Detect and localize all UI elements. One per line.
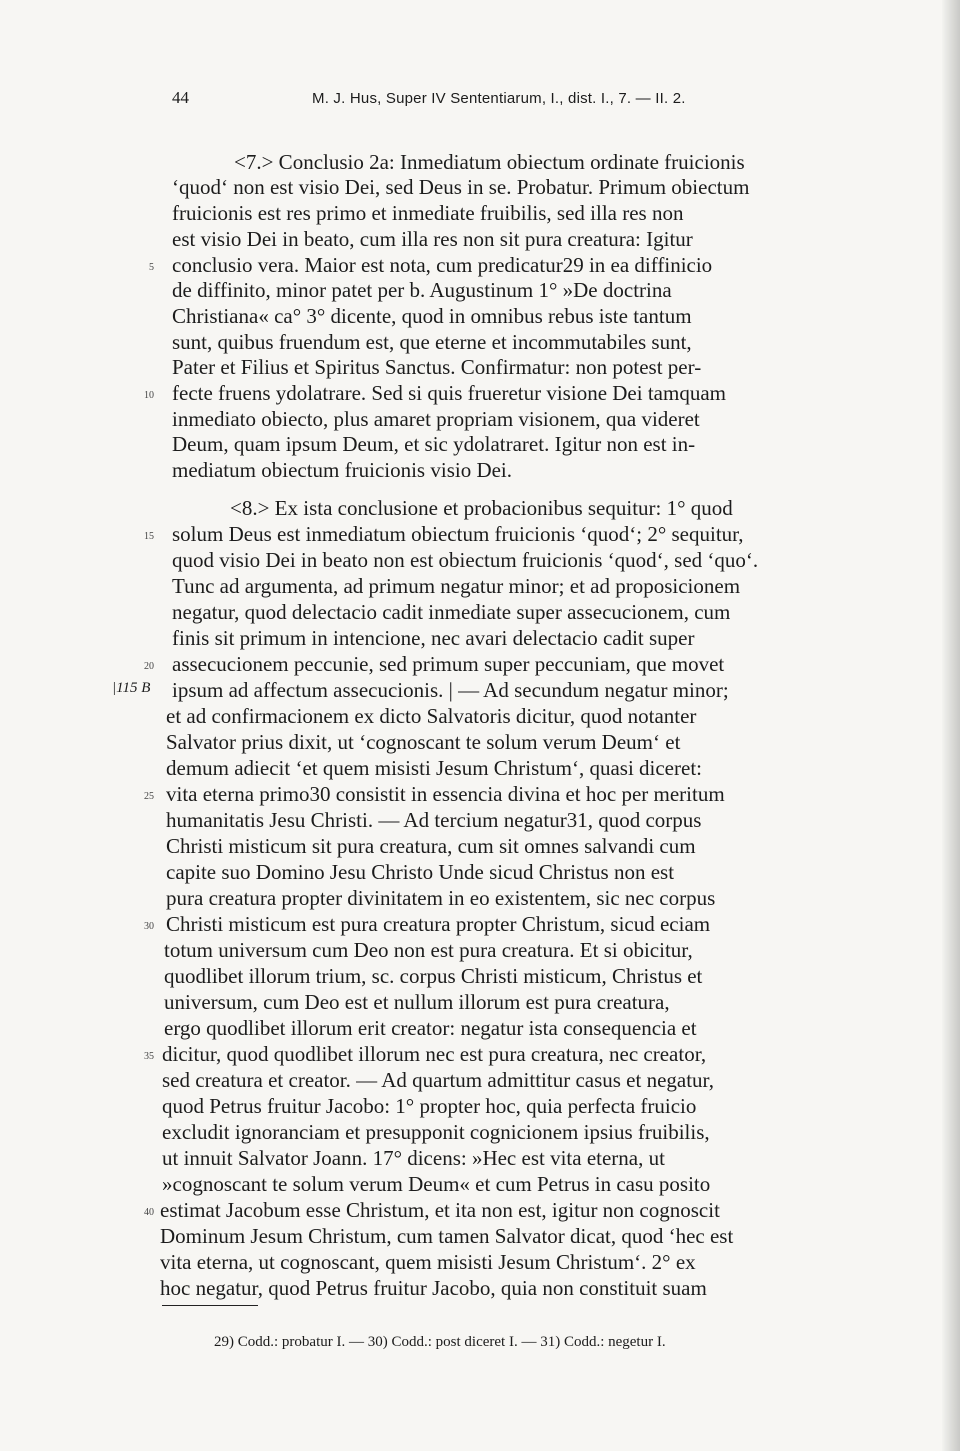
- body-line: ergo quodlibet illorum erit creator: negatur ista consequencia et: [164, 1016, 697, 1040]
- body-line: Christi misticum sit pura creatura, cum sit omnes salvandi cum: [166, 834, 696, 858]
- body-line: vita eterna primo30 consistit in essencia divina et hoc per meritum: [166, 782, 725, 806]
- body-line: conclusio vera. Maior est nota, cum predicatur29 in ea diffinicio: [172, 253, 713, 277]
- line-number-25: 25: [144, 791, 154, 802]
- body-line: sunt, quibus fruendum est, que eterne et incommutabiles sunt,: [172, 330, 692, 354]
- page-edge-shadow: [942, 0, 960, 1451]
- line-number-40: 40: [144, 1207, 154, 1218]
- body-line: assecucionem peccunie, sed primum super peccuniam, que movet: [172, 652, 725, 676]
- body-line: et ad confirmacionem ex dicto Salvatoris dicitur, quod notanter: [166, 704, 697, 728]
- body-line: Dominum Jesum Christum, cum tamen Salvator dicat, quod ‘hec est: [160, 1224, 734, 1248]
- body-line: <8.> Ex ista conclusione et probacionibus sequitur: 1° quod: [230, 496, 733, 520]
- body-line: de diffinito, minor patet per b. Augustinum 1° »De doctrina: [172, 278, 672, 302]
- page-number: 44: [172, 88, 189, 107]
- body-line: sed creatura et creator. — Ad quartum admittitur casus et negatur,: [162, 1068, 714, 1092]
- body-line: mediatum obiectum fruicionis visio Dei.: [172, 458, 513, 482]
- body-line: negatur, quod delectacio cadit inmediate super assecucionem, cum: [172, 600, 731, 624]
- body-line: excludit ignoranciam et presupponit cognicionem ipsius fruibilis,: [162, 1120, 710, 1144]
- body-line: hoc negatur, quod Petrus fruitur Jacobo, quia non constituit suam: [160, 1276, 707, 1300]
- body-line: inmediato obiecto, plus amaret propriam visionem, qua videret: [172, 407, 700, 431]
- body-line: finis sit primum in intencione, nec avari delectacio cadit super: [172, 626, 695, 650]
- body-line: Pater et Filius et Spiritus Sanctus. Confirmatur: non potest per-: [172, 355, 702, 379]
- line-number-35: 35: [144, 1051, 154, 1062]
- body-line: »cognoscant te solum verum Deum« et cum Petrus in casu posito: [162, 1172, 711, 1196]
- body-line: humanitatis Jesu Christi. — Ad tercium negatur31, quod corpus: [166, 808, 702, 832]
- body-line: <7.> Conclusio 2a: Inmediatum obiectum ordinate fruicionis: [234, 150, 745, 174]
- line-number-15: 15: [144, 531, 154, 542]
- body-line: Deum, quam ipsum Deum, et sic ydolatraret. Igitur non est in-: [172, 432, 696, 456]
- line-number-20: 20: [144, 661, 154, 672]
- body-line: demum adiecit ‘et quem misisti Jesum Christum‘, quasi diceret:: [166, 756, 702, 780]
- body-line: fecte fruens ydolatrare. Sed si quis frueretur visione Dei tamquam: [172, 381, 726, 405]
- body-line: Salvator prius dixit, ut ‘cognoscant te solum verum Deum‘ et: [166, 730, 681, 754]
- body-line: quod visio Dei in beato non est obiectum fruicionis ‘quod‘, sed ‘quo‘.: [172, 548, 759, 572]
- body-line: dicitur, quod quodlibet illorum nec est pura creatura, nec creator,: [162, 1042, 707, 1066]
- line-number-10: 10: [144, 390, 154, 401]
- folio-margin-note: |115 B: [112, 680, 151, 696]
- body-line: solum Deus est inmediatum obiectum fruicionis ‘quod‘; 2° sequitur,: [172, 522, 744, 546]
- body-line: fruicionis est res primo et inmediate fruibilis, sed illa res non: [172, 201, 684, 225]
- body-line: quodlibet illorum trium, sc. corpus Christi misticum, Christus et: [164, 964, 703, 988]
- running-title: M. J. Hus, Super IV Sententiarum, I., dist. I., 7. — II. 2.: [312, 90, 686, 107]
- body-line: Christi misticum est pura creatura propter Christum, sicud eciam: [166, 912, 711, 936]
- body-line: capite suo Domino Jesu Christo Unde sicud Christus non est: [166, 860, 675, 884]
- body-line: est visio Dei in beato, cum illa res non sit pura creatura: Igitur: [172, 227, 693, 251]
- page-header: [0, 88, 960, 112]
- line-number-5: 5: [149, 262, 154, 273]
- body-line: Christiana« ca° 3° dicente, quod in omnibus rebus iste tantum: [172, 304, 692, 328]
- body-line: ut innuit Salvator Joann. 17° dicens: »Hec est vita eterna, ut: [162, 1146, 665, 1170]
- body-line: ‘quod‘ non est visio Dei, sed Deus in se. Probatur. Primum obiectum: [172, 175, 750, 199]
- body-line: ipsum ad affectum assecucionis. | — Ad secundum negatur minor;: [172, 678, 729, 702]
- footnote-rule: [162, 1305, 258, 1306]
- body-line: quod Petrus fruitur Jacobo: 1° propter hoc, quia perfecta fruicio: [162, 1094, 697, 1118]
- body-line: pura creatura propter divinitatem in eo existentem, sic nec corpus: [166, 886, 716, 910]
- body-line: totum universum cum Deo non est pura creatura. Et si obicitur,: [164, 938, 693, 962]
- footnotes: 29) Codd.: probatur I. — 30) Codd.: post diceret I. — 31) Codd.: negetur I.: [214, 1334, 666, 1350]
- body-line: universum, cum Deo est et nullum illorum est pura creatura,: [164, 990, 670, 1014]
- body-line: vita eterna, ut cognoscant, quem misisti Jesum Christum‘. 2° ex: [160, 1250, 696, 1274]
- line-number-30: 30: [144, 921, 154, 932]
- body-line: estimat Jacobum esse Christum, et ita non est, igitur non cognoscit: [160, 1198, 720, 1222]
- body-line: Tunc ad argumenta, ad primum negatur minor; et ad proposicionem: [172, 574, 741, 598]
